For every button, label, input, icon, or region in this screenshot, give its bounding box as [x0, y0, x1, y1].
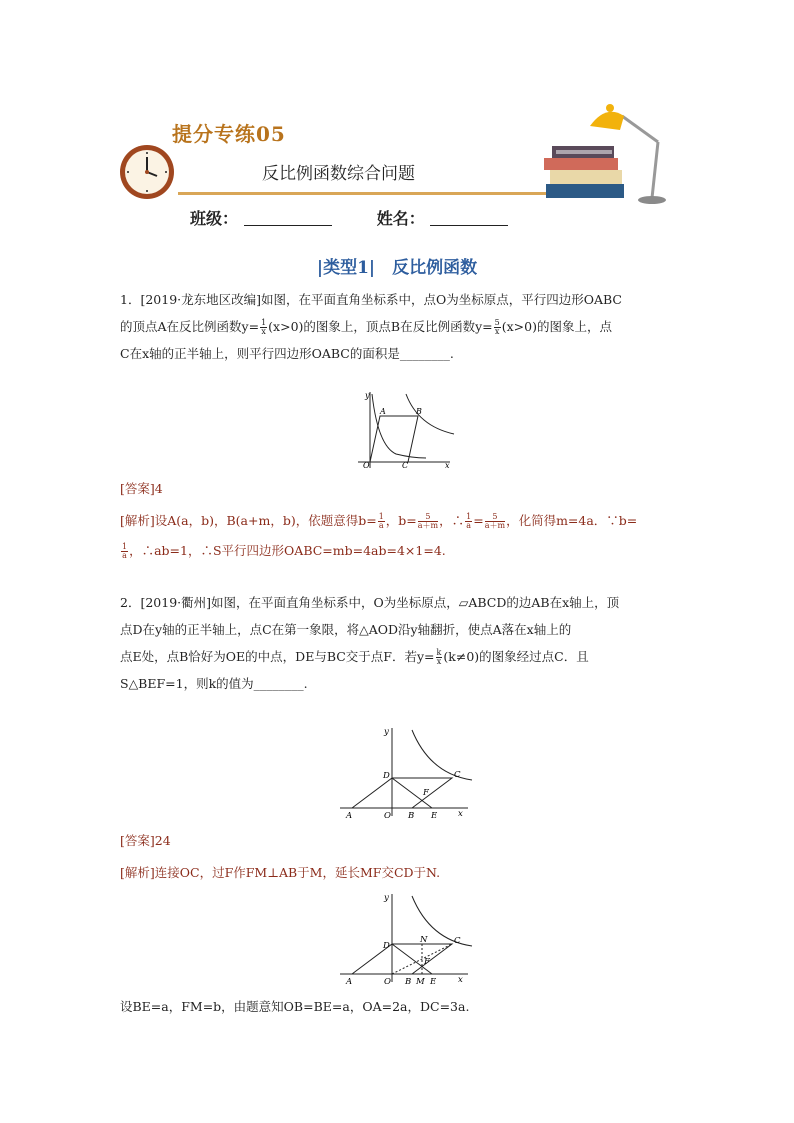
q2-analysis-line2: 设BE=a，FM=b，由题意知OB=BE=a，OA=2a，DC=3a. [120, 999, 470, 1014]
fig1-label-A: A [380, 407, 386, 416]
fig1-label-y: y [365, 391, 370, 400]
fig3-label-E: E [430, 977, 437, 987]
q1-line3: C在x轴的正半轴上，则平行四边形OABC的面积是________. [120, 346, 454, 361]
fig3-label-D: D [383, 941, 390, 951]
fig2-label-O: O [384, 811, 391, 821]
header-title: 提分专练05 [172, 122, 286, 146]
name-label: 姓名： [376, 209, 425, 228]
figure-3 [338, 890, 478, 990]
clock-icon [118, 143, 176, 201]
fig1-label-x: x [445, 461, 450, 470]
q2-text [120, 594, 680, 693]
fig3-label-x: x [458, 975, 463, 985]
class-field[interactable] [244, 209, 332, 226]
fig2-label-D: D [383, 771, 390, 781]
books-lamp-illustration [540, 98, 670, 206]
fig2-label-C: C [454, 770, 461, 780]
q1-analysis [120, 512, 680, 560]
fig1-label-B: B [416, 407, 422, 416]
q2-line1: 2．[2019·衢州]如图，在平面直角坐标系中，O为坐标原点，▱ABCD的边AB在x轴上，顶 [120, 595, 620, 610]
q1-analysis-line2: $\frac{1}{a}$ ，∴ab=1，∴S平行四边形OABC=mb=4ab=4×1=4. [122, 542, 446, 560]
fig1-label-C: C [402, 461, 409, 470]
class-label: 班级： [190, 209, 239, 228]
fig2-label-x: x [458, 809, 463, 819]
fig2-label-A: A [346, 811, 353, 821]
q1-answer: [答案]4 [120, 481, 163, 496]
q1-line1: 1．[2019·龙东地区改编]如图，在平面直角坐标系中，点O为坐标原点，平行四边形OABC [120, 292, 622, 307]
section-title: |类型1| 反比例函数 [316, 258, 478, 278]
fig1-label-O: O [363, 461, 370, 470]
fig2-label-F: F [423, 788, 429, 798]
q2-analysis-line1: [解析]连接OC，过F作FM⊥AB于M，延长MF交CD于N. [120, 865, 441, 880]
q2-line4: S△BEF=1，则k的值为________. [120, 676, 308, 691]
fig3-label-N: N [420, 935, 428, 945]
fig3-label-y: y [384, 893, 389, 903]
q1-line2: 的顶点A在反比例函数y= $\frac{1}{x}$ (x>0)的图象上，顶点B在反比例函数y= $\frac{5}{x}$ (x>0)的图象上，点 [120, 318, 612, 336]
q2-line2: 点D在y轴的正半轴上，点C在第一象限，将△AOD沿y轴翻折，使点A落在x轴上的 [120, 622, 572, 637]
fig3-label-F: F [424, 957, 430, 967]
fig3-label-A: A [346, 977, 353, 987]
figure-1 [356, 388, 456, 470]
q1-text [120, 291, 680, 363]
fig3-label-M: M [416, 977, 425, 987]
fig2-label-y: y [384, 727, 389, 737]
header-subtitle: 反比例函数综合问题 [262, 164, 415, 184]
fig3-label-C: C [454, 936, 461, 946]
class-name-row [190, 206, 508, 229]
q2-answer: [答案]24 [120, 833, 171, 848]
name-field[interactable] [430, 209, 508, 226]
q1-analysis-line1: [解析]设A(a，b)，B(a+m，b)，依题意得b= $\frac{1}{a}$ ，b= $\frac{5}{a+m}$ ，∴ $\frac{1}{a}$ = $\frac{5}{a+m}$ ，化简得m=4a．∵b= [120, 512, 638, 530]
fig2-label-E: E [431, 811, 438, 821]
fig3-label-B: B [405, 977, 412, 987]
q2-line3: 点E处，点B恰好为OE的中点，DE与BC交于点F．若y= $\frac{k}{x}$ (k≠0)的图象经过点C．且 [120, 648, 589, 666]
figure-2 [338, 724, 478, 824]
fig2-label-B: B [408, 811, 415, 821]
header-divider [178, 192, 548, 195]
fig3-label-O: O [384, 977, 391, 987]
